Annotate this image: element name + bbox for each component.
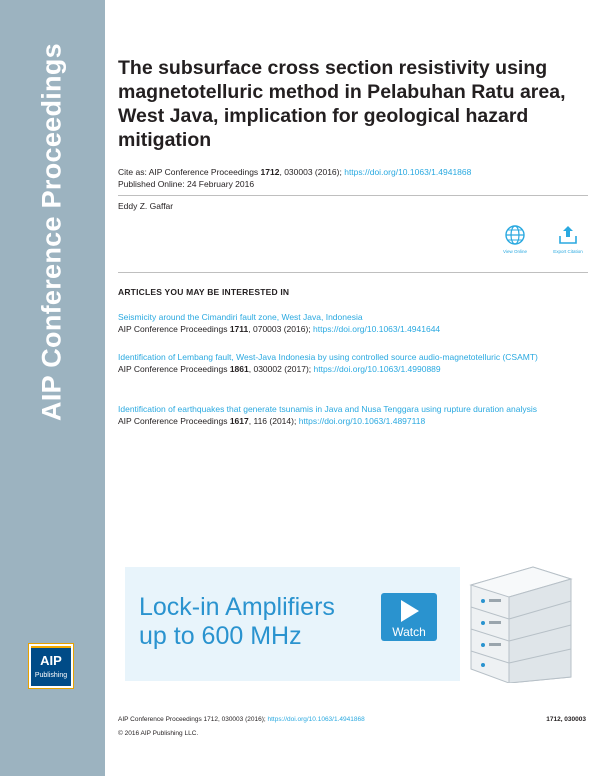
related-article-citation: AIP Conference Proceedings 1711, 070003 (2016); https://doi.org/10.1063/1.4941644 bbox=[118, 324, 441, 334]
footer-page-id: 1712, 030003 bbox=[546, 716, 586, 723]
related-article-doi[interactable]: https://doi.org/10.1063/1.4990889 bbox=[313, 364, 441, 374]
advertisement-banner[interactable] bbox=[123, 565, 573, 683]
cite-rest: , 030003 (2016); bbox=[279, 167, 345, 177]
cite-doi-link[interactable]: https://doi.org/10.1063/1.4941868 bbox=[344, 167, 472, 177]
export-citation-label: Export Citation bbox=[553, 249, 583, 254]
divider bbox=[118, 272, 588, 273]
logo-box bbox=[31, 646, 71, 686]
paper-title: The subsurface cross section resistivity using magnetotelluric method in Pelabuhan Ratu area, West Java, implication for geological hazard mitigation bbox=[118, 57, 566, 151]
logo-aip-text: AIP bbox=[40, 653, 62, 668]
ad-line-2: up to 600 MHz bbox=[139, 622, 302, 650]
view-online-button[interactable] bbox=[495, 224, 535, 254]
related-article-title[interactable]: Identification of Lembang fault, West-Java Indonesia by using controlled source audio-magnetotelluric (CSAMT) bbox=[118, 352, 538, 362]
view-online-label: View Online bbox=[503, 249, 527, 254]
export-icon bbox=[557, 224, 579, 246]
related-article-citation: AIP Conference Proceedings 1617, 116 (2014); https://doi.org/10.1063/1.4897118 bbox=[118, 416, 426, 426]
related-article bbox=[118, 403, 588, 427]
cite-prefix: Cite as: AIP Conference Proceedings bbox=[118, 167, 261, 177]
related-article-doi[interactable]: https://doi.org/10.1063/1.4941644 bbox=[313, 324, 441, 334]
related-article-title[interactable]: Identification of earthquakes that generate tsunamis in Java and Nusa Tenggara using rupture duration analysis bbox=[118, 404, 537, 414]
related-article-title[interactable]: Seismicity around the Cimandiri fault zone, West Java, Indonesia bbox=[118, 312, 363, 322]
watch-label: Watch bbox=[392, 625, 426, 639]
divider bbox=[118, 195, 588, 196]
related-article bbox=[118, 351, 588, 375]
play-icon bbox=[401, 600, 419, 622]
ad-headline bbox=[139, 593, 335, 651]
instrument-rack-icon bbox=[463, 565, 573, 683]
journal-name: AIP Conference Proceedings bbox=[36, 43, 67, 421]
copyright: © 2016 AIP Publishing LLC. bbox=[118, 730, 199, 737]
author[interactable]: Eddy Z. Gaffar bbox=[118, 201, 174, 211]
related-articles-heading: ARTICLES YOU MAY BE INTERESTED IN bbox=[118, 287, 290, 297]
aip-publishing-logo[interactable] bbox=[28, 643, 74, 689]
cite-line bbox=[118, 167, 471, 178]
related-article-citation: AIP Conference Proceedings 1861, 030002 (2017); https://doi.org/10.1063/1.4990889 bbox=[118, 364, 441, 374]
ad-line-1: Lock-in Amplifiers bbox=[139, 593, 335, 621]
export-citation-button[interactable] bbox=[548, 224, 588, 254]
logo-publishing-text: Publishing bbox=[34, 672, 68, 679]
sidebar bbox=[0, 0, 105, 776]
footer-citation: AIP Conference Proceedings 1712, 030003 (2016); https://doi.org/10.1063/1.4941868 bbox=[118, 716, 365, 723]
globe-icon bbox=[504, 224, 526, 246]
watch-button[interactable] bbox=[381, 593, 437, 641]
related-article-doi[interactable]: https://doi.org/10.1063/1.4897118 bbox=[298, 416, 426, 426]
footer-doi-link[interactable]: https://doi.org/10.1063/1.4941868 bbox=[267, 716, 365, 723]
published-date: Published Online: 24 February 2016 bbox=[118, 179, 255, 189]
related-article bbox=[118, 311, 588, 335]
cite-volume: 1712 bbox=[260, 167, 280, 177]
